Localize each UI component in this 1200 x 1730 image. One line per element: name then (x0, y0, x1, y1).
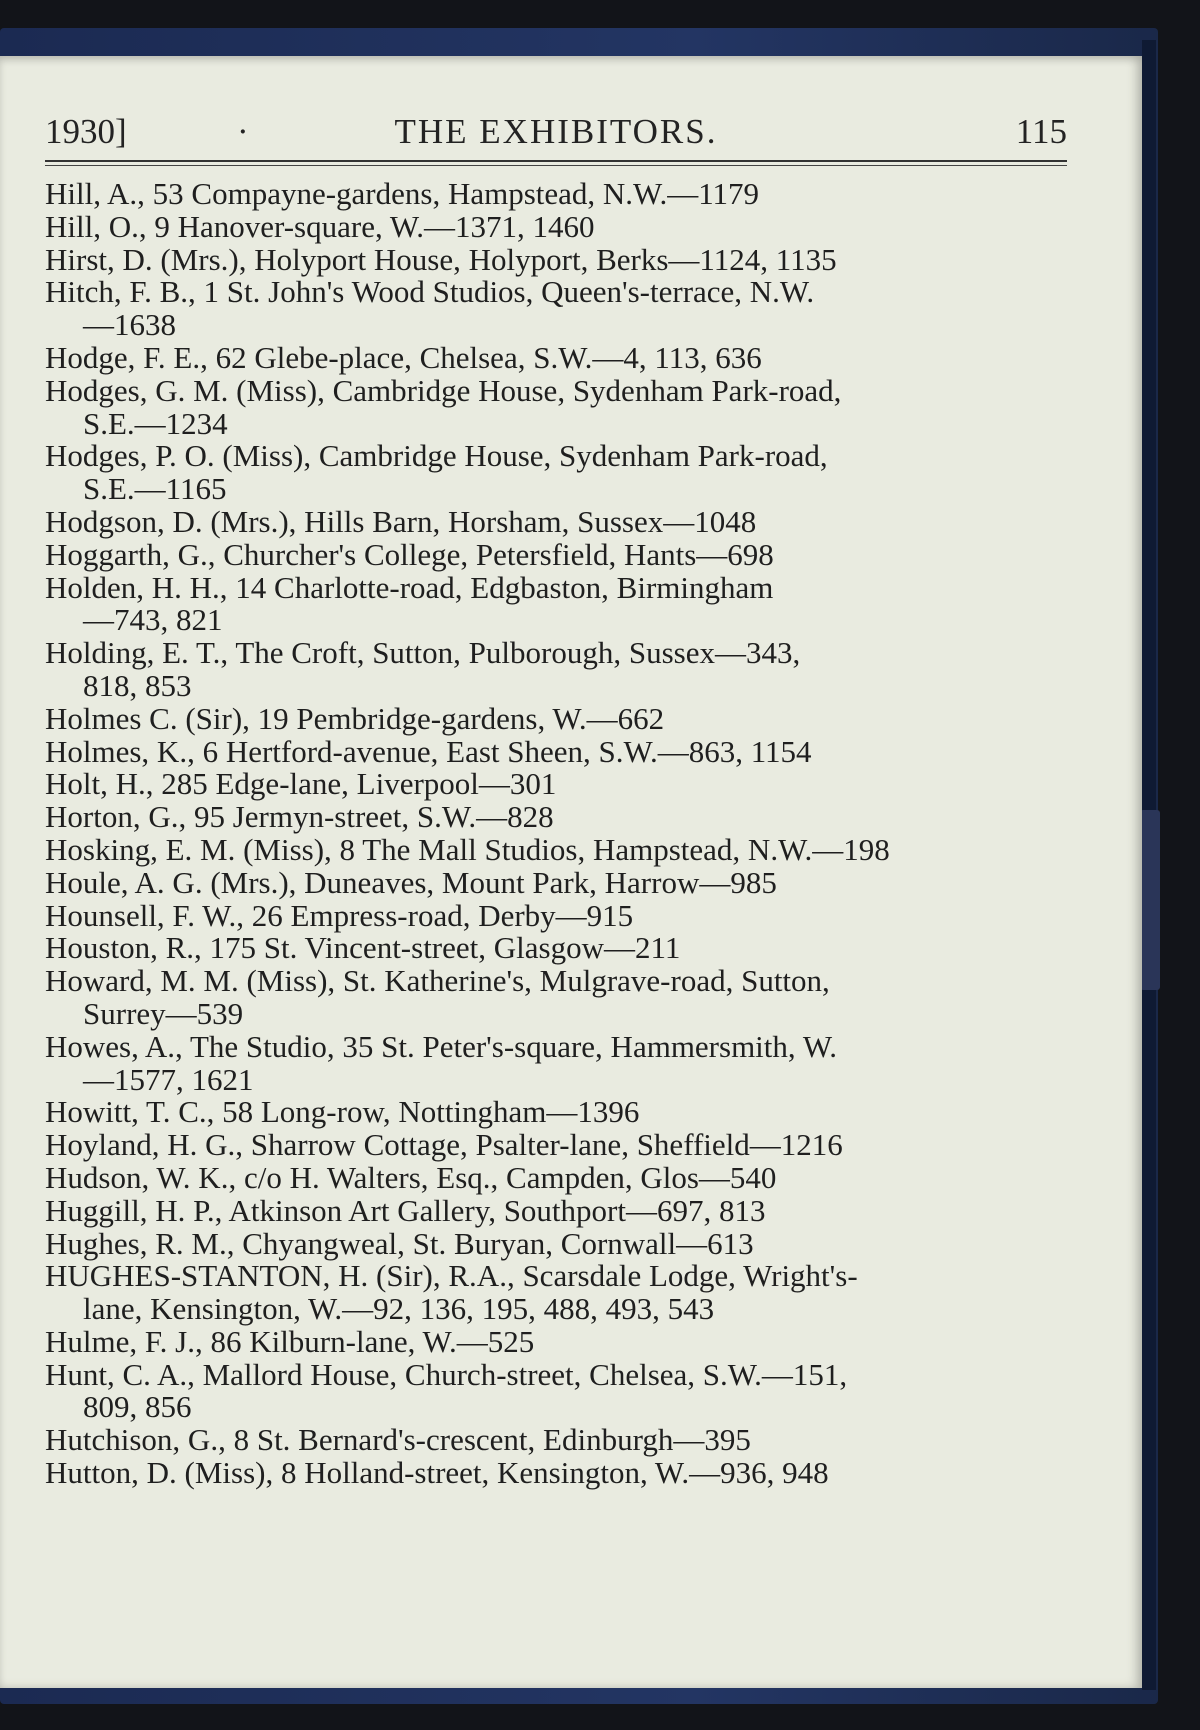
bookmark-ribbon (1140, 810, 1160, 990)
exhibitor-list (45, 178, 1075, 1490)
list-item: Howitt, T. C., 58 Long-row, Nottingham—1396 (45, 1094, 640, 1130)
running-header (45, 112, 1067, 152)
page-number: 115 (1015, 112, 1067, 151)
list-item: Holmes, K., 6 Hertford-avenue, East Sheen, S.W.—863, 1154 (45, 733, 812, 769)
list-item: Hoyland, H. G., Sharrow Cottage, Psalter-lane, Sheffield—1216 (45, 1127, 843, 1163)
header-year: 1930] (45, 112, 127, 151)
header-separator: · (237, 112, 249, 151)
list-item: Houston, R., 175 St. Vincent-street, Glasgow—211 (45, 930, 681, 966)
list-item: Hodge, F. E., 62 Glebe-place, Chelsea, S.W.—4, 113, 636 (45, 339, 762, 375)
list-item: Hirst, D. (Mrs.), Holyport House, Holyport, Berks—1124, 1135 (45, 241, 837, 277)
list-item: Hodges, G. M. (Miss), Cambridge House, Sydenham Park-road, S.E.—1234 (45, 372, 842, 441)
page-title: THE EXHIBITORS. (394, 112, 718, 151)
header-rule (45, 160, 1067, 162)
list-item: Hutchison, G., 8 St. Bernard's-crescent, Edinburgh—395 (45, 1422, 751, 1458)
list-item: HUGHES-STANTON, H. (Sir), R.A., Scarsdale Lodge, Wright's- lane, Kensington, W.—92, 136, 195, 488, 493, 543 (45, 1258, 858, 1327)
list-item: Horton, G., 95 Jermyn-street, S.W.—828 (45, 799, 554, 835)
list-item: Hoggarth, G., Churcher's College, Petersfield, Hants—698 (45, 536, 774, 572)
list-item: Hulme, F. J., 86 Kilburn-lane, W.—525 (45, 1323, 535, 1359)
list-item: Hounsell, F. W., 26 Empress-road, Derby—915 (45, 897, 634, 933)
list-item: Holt, H., 285 Edge-lane, Liverpool—301 (45, 766, 557, 802)
list-item: Huggill, H. P., Atkinson Art Gallery, Southport—697, 813 (45, 1192, 766, 1228)
list-item: Hill, A., 53 Compayne-gardens, Hampstead, N.W.—1179 (45, 176, 760, 211)
list-item: Hosking, E. M. (Miss), 8 The Mall Studios, Hampstead, N.W.—198 (45, 831, 890, 867)
list-item: Hodgson, D. (Mrs.), Hills Barn, Horsham, Sussex—1048 (45, 503, 757, 539)
list-item: Hudson, W. K., c/o H. Walters, Esq., Campden, Glos—540 (45, 1159, 777, 1195)
header-rule-thin (45, 165, 1067, 166)
list-item: Hodges, P. O. (Miss), Cambridge House, Sydenham Park-road, S.E.—1165 (45, 438, 828, 507)
list-item: Houle, A. G. (Mrs.), Duneaves, Mount Park, Harrow—985 (45, 864, 777, 900)
list-item: Howard, M. M. (Miss), St. Katherine's, Mulgrave-road, Sutton, Surrey—539 (45, 963, 830, 1031)
list-item: Holden, H. H., 14 Charlotte-road, Edgbaston, Birmingham —743, 821 (45, 569, 774, 638)
list-item: Howes, A., The Studio, 35 St. Peter's-square, Hammersmith, W. —1577, 1621 (45, 1028, 838, 1097)
list-item: Hunt, C. A., Mallord House, Church-street, Chelsea, S.W.—151, 809, 856 (45, 1356, 848, 1425)
list-item: Hill, O., 9 Hanover-square, W.—1371, 1460 (45, 208, 595, 244)
list-item: Holmes C. (Sir), 19 Pembridge-gardens, W.—662 (45, 700, 665, 736)
list-item: Hitch, F. B., 1 St. John's Wood Studios, Queen's-terrace, N.W. —1638 (45, 274, 815, 343)
list-item: Hutton, D. (Miss), 8 Holland-street, Kensington, W.—936, 948 (45, 1455, 829, 1491)
list-item: Hughes, R. M., Chyangweal, St. Buryan, Cornwall—613 (45, 1225, 754, 1261)
list-item: Holding, E. T., The Croft, Sutton, Pulborough, Sussex—343, 818, 853 (45, 635, 801, 703)
